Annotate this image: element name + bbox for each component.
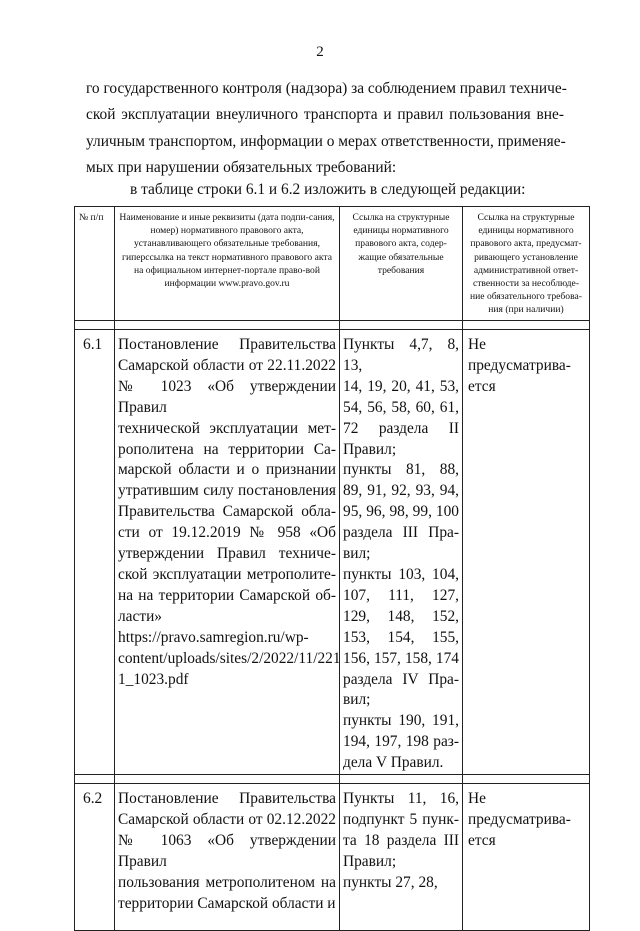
- cell-line: Правил;: [343, 440, 397, 458]
- cell-line: 194, 197, 198 раз-: [343, 733, 459, 751]
- cell-line: Пункты 4,7, 8, 13,: [343, 336, 459, 374]
- cell-line: раздела IV Пра-: [343, 670, 459, 688]
- page-number: 2: [316, 44, 324, 60]
- cell-line: 153, 154, 155,: [343, 628, 459, 646]
- cell-line: пункты 190, 191,: [343, 712, 459, 730]
- table-header-row: [75, 207, 590, 321]
- liability-cell: [463, 784, 590, 931]
- act-cell: [115, 330, 340, 775]
- cell-line: Постановление Правительства: [118, 336, 336, 353]
- cell-line: ласти»: [118, 607, 163, 625]
- cell-line: ется: [468, 377, 496, 395]
- header-points: Ссылка на структурные единицы нормативного правового акта, содер-жащие обязательные требования: [340, 207, 463, 321]
- cell-line: 54, 56, 58, 60, 61,: [343, 398, 459, 416]
- liability-cell: [463, 330, 590, 775]
- cell-line: утверждении Правил техниче-: [118, 545, 336, 563]
- intro-line: го государственного контроля (надзора) за соблюдением правил техниче-: [86, 80, 567, 97]
- cell-line: Правил;: [343, 852, 397, 870]
- points-cell: [340, 784, 463, 931]
- cell-line: 1_1023.pdf: [118, 670, 189, 688]
- cell-line: 107, 111, 127,: [343, 586, 459, 604]
- header-act: Наименование и иные реквизиты (дата подпи-сания, номер) нормативного правового акта, устанавливающего обязательные требования, гиперссылка на текст нормативного правового акта на официальном интернет-портале право-вой информации www.pravo.gov.ru: [115, 207, 340, 321]
- cell-line: 129, 148, 152,: [343, 607, 459, 625]
- table-spacer-row: [75, 321, 590, 330]
- cell-line: https://pravo.samregion.ru/wp-: [118, 628, 309, 646]
- header-liability: Ссылка на структурные единицы нормативного правового акта, предусмат-ривающего установление административной ответ-ственности за несоблюде-ние обязательного требова-ния (при наличии): [463, 207, 590, 321]
- row-number: 6.1: [75, 330, 115, 775]
- cell-line: пункты 27, 28,: [343, 873, 438, 891]
- cell-line: content/uploads/sites/2/2022/11/221: [118, 649, 341, 667]
- cell-line: на на территории Самарской об-: [118, 586, 336, 604]
- intro-line: уличным транспортом, информации о мерах ответственности, применяе-: [86, 132, 566, 150]
- cell-line: раздела III Пра-: [343, 524, 459, 542]
- cell-line: Постановление Правительства: [118, 790, 336, 808]
- cell-line: 89, 91, 92, 93, 94,: [343, 482, 459, 500]
- header-number: № п/п: [75, 207, 115, 321]
- intro-paragraph: [86, 76, 567, 181]
- cell-line: Самарской области от 22.11.2022: [118, 356, 336, 374]
- intro-line: ской эксплуатации внеуличного транспорта и правил пользования вне-: [86, 106, 564, 124]
- points-cell: [340, 330, 463, 775]
- row-number: 6.2: [75, 784, 115, 931]
- cell-line: подпункт 5 пунк-: [343, 810, 459, 828]
- table-spacer-row: [75, 775, 590, 784]
- cell-line: Правительства Самарской обла-: [118, 503, 336, 521]
- cell-line: 14, 19, 20, 41, 53,: [343, 377, 459, 395]
- table-row: [75, 784, 590, 931]
- cell-line: сти от 19.12.2019 № 958 «Об: [118, 524, 336, 542]
- cell-line: технической эксплуатации мет-: [118, 419, 336, 437]
- cell-line: утратившим силу постановления: [118, 482, 336, 500]
- cell-line: Пункты 11, 16,: [343, 790, 459, 808]
- cell-line: Самарской области от 02.12.2022: [118, 810, 336, 828]
- cell-line: дела V Правил.: [343, 754, 444, 772]
- cell-line: 156, 157, 158, 174: [343, 649, 459, 667]
- cell-line: рополитена на территории Са-: [118, 440, 336, 458]
- instruction-text: в таблице строки 6.1 и 6.2 изложить в следующей редакции:: [130, 181, 526, 198]
- cell-line: ской эксплуатации метрополите-: [118, 565, 336, 583]
- cell-line: № 1023 «Об утверждении Правил: [118, 377, 336, 416]
- regulation-table: [74, 206, 590, 931]
- act-cell: [115, 784, 340, 931]
- cell-line: пункты 81, 88,: [343, 461, 459, 479]
- cell-line: Не предусматрива-: [468, 790, 571, 828]
- cell-line: № 1063 «Об утверждении Правил: [118, 831, 336, 870]
- cell-line: ется: [468, 831, 496, 849]
- cell-line: вил;: [343, 545, 371, 563]
- table-row: [75, 330, 590, 775]
- intro-line: мых при нарушении обязательных требований:: [86, 158, 397, 176]
- cell-line: Не предусматрива-: [468, 336, 571, 374]
- cell-line: пункты 103, 104,: [343, 565, 459, 583]
- cell-line: вил;: [343, 691, 371, 709]
- cell-line: марской области и о признании: [118, 461, 336, 479]
- cell-line: территории Самарской области и: [118, 894, 336, 912]
- cell-line: 72 раздела II: [343, 419, 459, 437]
- cell-line: та 18 раздела III: [343, 831, 459, 849]
- cell-line: пользования метрополитеном на: [118, 873, 336, 891]
- cell-line: 95, 96, 98, 99, 100: [343, 503, 459, 521]
